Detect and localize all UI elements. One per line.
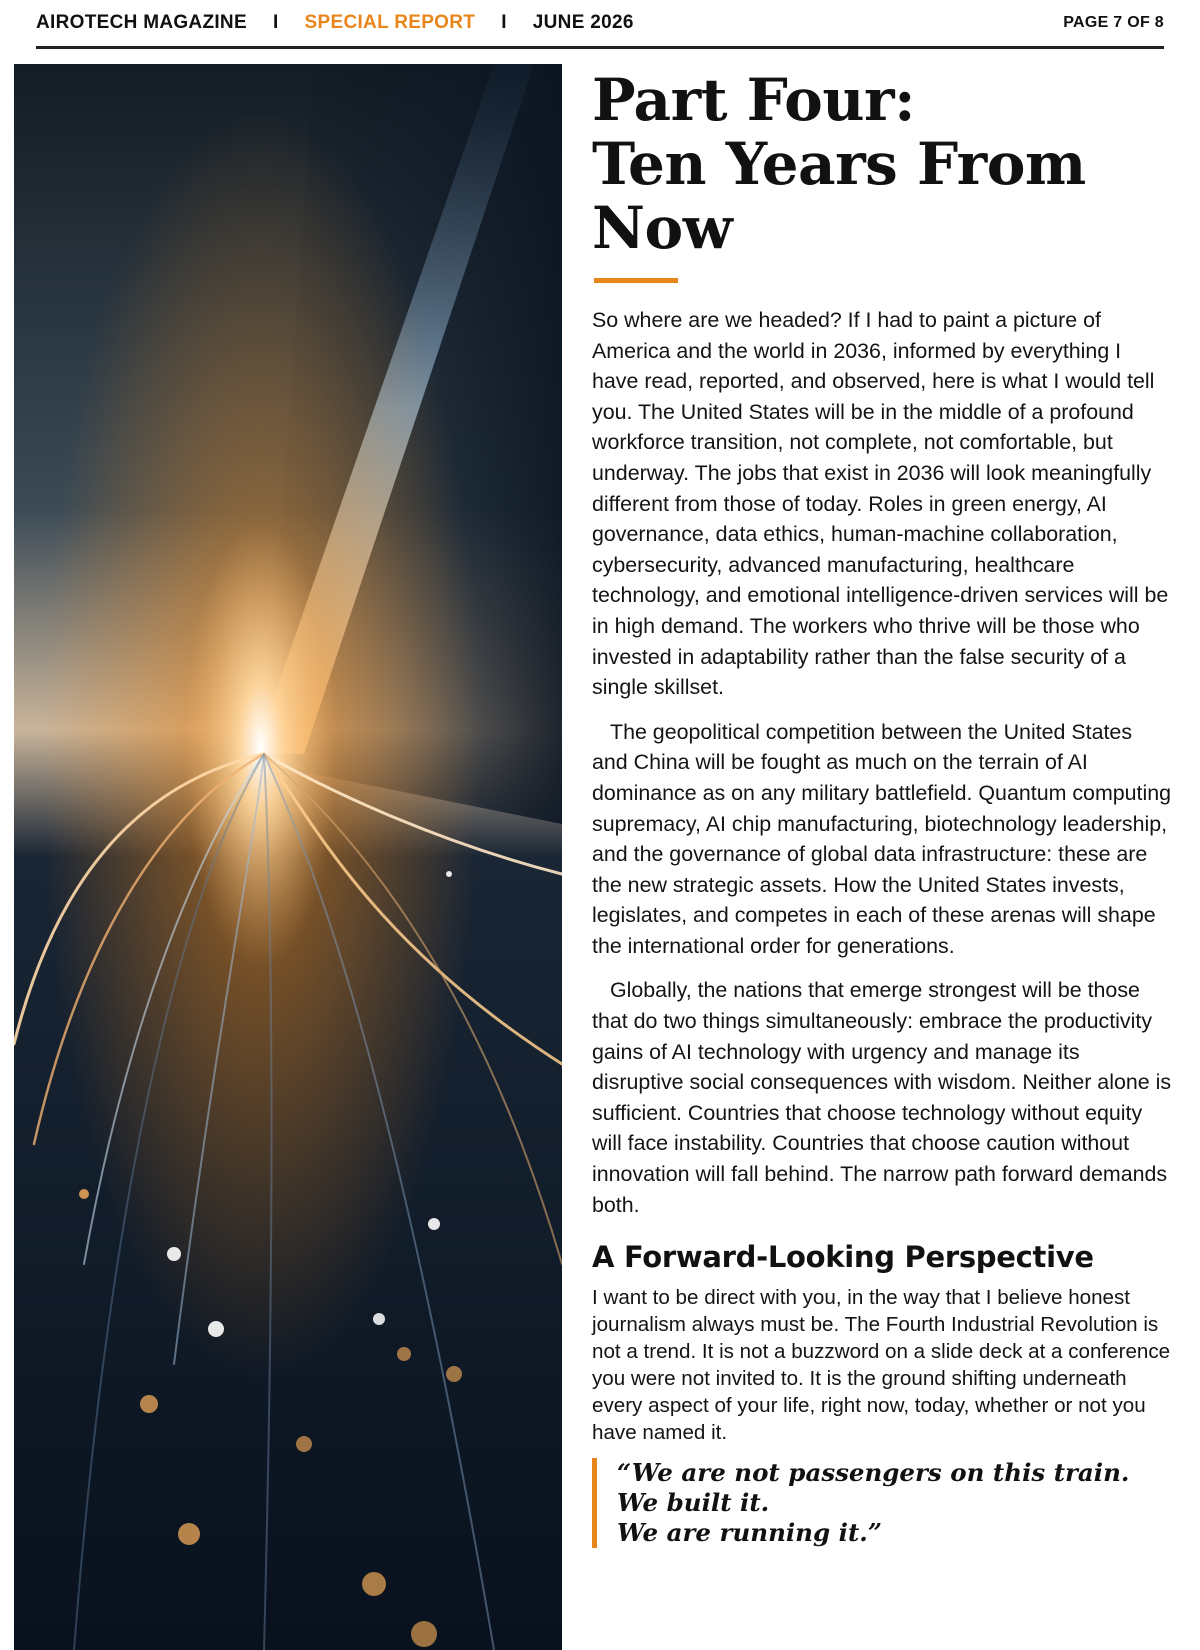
header-separator: I (501, 12, 507, 33)
article-title (592, 68, 1172, 260)
section-name: SPECIAL REPORT (304, 12, 476, 33)
pull-quote-line-2: We built it. (617, 1488, 770, 1518)
hero-light-streaks (14, 64, 562, 1650)
pull-quote (592, 1458, 1172, 1548)
header-separator: I (272, 12, 279, 33)
paragraph-3: Globally, the nations that emerge strongest will be those that do two things simultaneously: embrace the productivity gains of AI technology with urgency and manage its disruptive social consequences with wisdom. Neither alone is sufficient. Countries that choose technology without equity will face instability. Countries that choose caution without innovation will fall behind. The narrow path forward demands both. (592, 978, 1172, 1217)
pull-quote-line-3: We are running it.” (617, 1518, 882, 1548)
article-title-line-2: Ten Years From Now (592, 130, 1086, 262)
paragraph-2: The geopolitical competition between the United States and China will be fought as much on the terrain of AI dominance as on any military battlefield. Quantum computing supremacy, AI chip manufacturing, biotechnology leadership, and the governance of global data infrastructure: these are the new strategic assets. How the United States invests, legislates, and competes in each of these arenas will shape the international order for generations. (592, 719, 1172, 958)
pull-quote-line-1: “We are not passengers on this train. (617, 1458, 1130, 1488)
magazine-name: AIROTECH MAGAZINE (36, 12, 247, 33)
page-header (36, 0, 1164, 49)
article-title-line-1: Part Four: (592, 66, 916, 134)
article-body (592, 68, 1172, 1548)
title-accent-rule (594, 278, 678, 283)
issue-date: JUNE 2026 (532, 12, 634, 33)
hero-image (14, 64, 562, 1650)
section-subheading: A Forward-Looking Perspective (592, 1240, 1094, 1275)
header-left (36, 12, 634, 34)
page-number: PAGE 7 OF 8 (1063, 14, 1164, 31)
closing-paragraph: I want to be direct with you, in the way that I believe honest journalism always must be. The Fourth Industrial Revolution is not a trend. It is not a buzzword on a slide deck at a conference you were not invited to. It is the ground shifting underneath every aspect of your life, right now, today, whether or not you have named it. (592, 1286, 1171, 1445)
paragraph-1: So where are we headed? If I had to paint a picture of America and the world in 2036, informed by everything I have read, reported, and observed, here is what I would tell you. The United States will be in the middle of a profound workforce transition, not complete, not comfortable, but underway. The jobs that exist in 2036 will look meaningfully different from those of today. Roles in green energy, AI governance, data ethics, human-machine collaboration, cybersecurity, advanced manufacturing, healthcare technology, and emotional intelligence-driven services will be in high demand. The workers who thrive will be those who invested in adaptability rather than the false security of a single skillset. (592, 308, 1169, 700)
